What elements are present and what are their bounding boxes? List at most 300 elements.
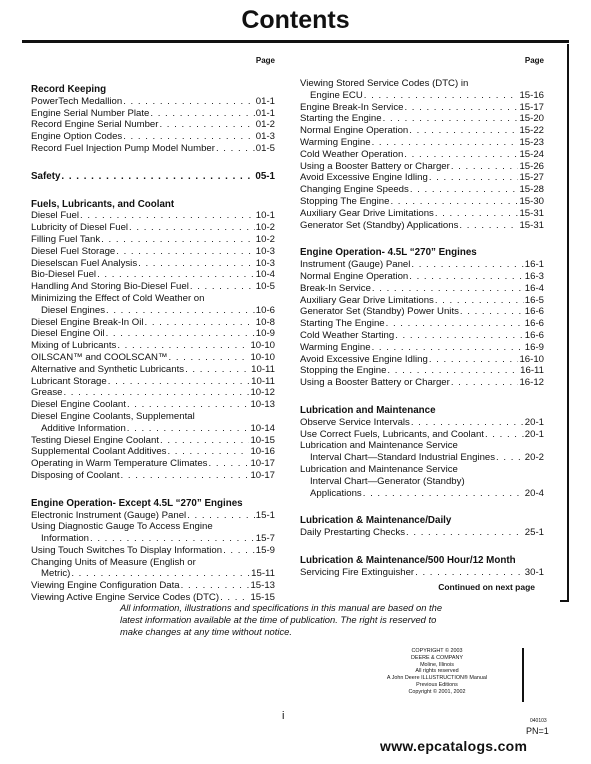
- toc-entry: [31, 222, 275, 234]
- toc-entry: [31, 470, 275, 482]
- toc-entry: [31, 258, 275, 270]
- page-ref: 10-1: [255, 210, 275, 222]
- entry-line: Changing Units of Measure (English or: [31, 556, 196, 568]
- toc-entry-row: [31, 510, 275, 522]
- toc-entry-row: [300, 208, 544, 220]
- dot-leader: [435, 208, 519, 220]
- entry-title: Lubricity of Diesel Fuel: [31, 222, 129, 234]
- frame-border-right: [567, 44, 569, 602]
- entry-title: Dieselscan Fuel Analysis: [31, 257, 138, 269]
- dot-leader: [387, 365, 519, 377]
- toc-entry-row: [31, 258, 275, 270]
- dot-leader: [460, 306, 524, 318]
- page-ref: 20-1: [524, 428, 544, 440]
- toc-entry: [300, 125, 544, 137]
- entry-line: Diesel Engine Coolants, Supplemental: [31, 410, 195, 422]
- toc-entry: [31, 340, 275, 352]
- page-ref: 15-24: [519, 148, 544, 160]
- dot-leader: [123, 131, 255, 143]
- entry-title: Testing Diesel Engine Coolant: [31, 434, 159, 446]
- dot-leader: [190, 281, 255, 293]
- toc-entry-row: [31, 269, 275, 281]
- page-ref: 15-13: [250, 580, 275, 592]
- page-ref: 10-3: [255, 257, 275, 269]
- toc-entry-row: [31, 470, 275, 482]
- toc-entry-row: [300, 161, 544, 173]
- entry-title: Normal Engine Operation: [300, 270, 409, 282]
- copyright-block: [356, 648, 518, 696]
- page-ref: 10-4: [255, 269, 275, 281]
- toc-entry: [300, 417, 544, 429]
- toc-entry-row: [31, 131, 275, 143]
- page-ref: 15-23: [519, 136, 544, 148]
- entry-title: Mixing of Lubricants: [31, 340, 117, 352]
- entry-title: Engine ECU: [310, 89, 363, 101]
- dot-leader: [127, 423, 250, 435]
- dot-leader: [106, 328, 255, 340]
- entry-line: Minimizing the Effect of Cold Weather on: [31, 292, 205, 304]
- toc-entry-row: [300, 342, 544, 354]
- toc-entry: [300, 377, 544, 389]
- entry-title: Disposing of Coolant: [31, 469, 120, 481]
- toc-entry: [31, 328, 275, 340]
- toc-entry: [300, 102, 544, 114]
- dot-leader: [117, 340, 249, 352]
- page-ref: 15-22: [519, 125, 544, 137]
- entry-title: Auxiliary Gear Drive Limitations: [300, 207, 434, 219]
- dot-leader: [429, 172, 519, 184]
- toc-entry: [300, 259, 544, 271]
- entry-title: Starting The Engine: [300, 318, 385, 330]
- toc-section-entry: [31, 171, 275, 183]
- copyright-line: All rights reserved: [415, 668, 459, 675]
- toc-entry: [31, 269, 275, 281]
- toc-entry-row: [300, 417, 544, 429]
- toc-entry-row: [300, 330, 544, 342]
- continued-note: Continued on next page: [438, 582, 535, 592]
- section-heading: Lubrication & Maintenance/Daily: [300, 515, 452, 527]
- page-ref: 16-9: [524, 341, 544, 353]
- toc-entry-row: [300, 259, 544, 271]
- dot-leader: [372, 283, 524, 295]
- page-ref: 16-1: [524, 259, 544, 271]
- toc-entry: [31, 281, 275, 293]
- page-roman-numeral: i: [282, 710, 285, 722]
- dot-leader: [123, 96, 255, 108]
- entry-title: Electronic Instrument (Gauge) Panel: [31, 509, 187, 521]
- toc-entry: [300, 567, 544, 579]
- page-ref: 05-1: [255, 170, 275, 182]
- entry-title: Starting the Engine: [300, 113, 382, 125]
- entry-title: Generator Set (Standby) Applications: [300, 219, 459, 231]
- toc-entry: [300, 149, 544, 161]
- page-ref: 30-1: [524, 566, 544, 578]
- entry-line: Lubrication and Maintenance Service: [300, 440, 458, 452]
- toc-entry: [300, 196, 544, 208]
- toc-entry-row: [300, 271, 544, 283]
- dot-leader: [415, 567, 524, 579]
- page-ref: 25-1: [524, 527, 544, 539]
- page-ref: 16-5: [524, 294, 544, 306]
- toc-entry: [300, 283, 544, 295]
- entry-title: Normal Engine Operation: [300, 125, 409, 137]
- toc-entry-row: [31, 399, 275, 411]
- toc-entry: [300, 161, 544, 173]
- page-ref: 10-10: [250, 340, 275, 352]
- toc-entry-row: [31, 423, 275, 435]
- entry-title: Generator Set (Standby) Power Units: [300, 306, 459, 318]
- entry-title: Alternative and Synthetic Lubricants: [31, 363, 185, 375]
- entry-title: Applications: [310, 487, 362, 499]
- dot-leader: [216, 143, 255, 155]
- toc-entry-row: [300, 306, 544, 318]
- entry-title: Using Touch Switches To Display Information: [31, 544, 223, 556]
- toc-entry: [31, 435, 275, 447]
- page-ref: 10-2: [255, 233, 275, 245]
- toc-entry: [31, 446, 275, 458]
- toc-entry-row: [31, 568, 275, 580]
- toc-entry-row: [31, 340, 275, 352]
- toc-entry-row: [31, 222, 275, 234]
- dot-leader: [372, 137, 519, 149]
- toc-entry: [300, 137, 544, 149]
- dot-leader: [101, 234, 255, 246]
- entry-title: Lubricant Storage: [31, 375, 107, 387]
- toc-entry-row: [300, 295, 544, 307]
- dot-leader: [485, 429, 524, 441]
- page-ref: 15-31: [519, 207, 544, 219]
- entry-title: Filling Fuel Tank: [31, 233, 101, 245]
- toc-entry: [300, 172, 544, 184]
- toc-entry-row: [300, 125, 544, 137]
- section-heading: Record Keeping: [31, 84, 107, 95]
- toc-entry: [300, 464, 544, 499]
- toc-entry-row: [300, 102, 544, 114]
- toc-entry: [31, 119, 275, 131]
- dot-leader: [390, 196, 518, 208]
- copyright-side-rule: [522, 648, 524, 702]
- copyright-line: A John Deere ILLUSTRUCTION® Manual: [386, 675, 488, 682]
- toc-entry-row: [31, 317, 275, 329]
- entry-title: Diesel Fuel: [31, 210, 79, 222]
- toc-entry-row: [31, 210, 275, 222]
- toc-entry-row: [31, 458, 275, 470]
- page-column-label: Page: [255, 56, 275, 65]
- dot-leader: [90, 533, 255, 545]
- toc-entry: [300, 365, 544, 377]
- dot-leader: [187, 510, 255, 522]
- entry-title: Changing Engine Speeds: [300, 184, 409, 196]
- toc-entry-row: [31, 376, 275, 388]
- toc-entry: [300, 429, 544, 441]
- dot-leader: [496, 452, 524, 464]
- entry-line: Using Diagnostic Gauge To Access Engine: [31, 521, 213, 533]
- page-ref: 16-10: [519, 353, 544, 365]
- page-ref: 15-30: [519, 195, 544, 207]
- dot-leader: [429, 354, 519, 366]
- toc-entry: [31, 317, 275, 329]
- toc-entry: [300, 113, 544, 125]
- entry-title: Engine Option Codes: [31, 131, 123, 143]
- entry-title: Viewing Active Engine Service Codes (DTC): [31, 592, 220, 604]
- toc-entry-row: [31, 281, 275, 293]
- copyright-line: COPYRIGHT © 2003: [411, 648, 463, 654]
- page-ref: 15-31: [519, 219, 544, 231]
- toc-entry-row: [300, 90, 544, 102]
- entry-line: Viewing Stored Service Codes (DTC) in: [300, 78, 469, 89]
- page-ref: 10-12: [250, 387, 275, 399]
- toc-entry-row: [31, 446, 275, 458]
- disclaimer-notice: All information, illustrations and specifications in this manual are based on the latest information available at the time of publication. The right is reserved to make changes at any time without notice.: [120, 602, 443, 637]
- toc-entry-row: [300, 377, 544, 389]
- toc-entry: [300, 220, 544, 232]
- toc-entry-row: [31, 435, 275, 447]
- page-ref: 16-3: [524, 270, 544, 282]
- toc-entry-row: [300, 365, 544, 377]
- toc-entry: [31, 387, 275, 399]
- copyright-line: Moline, Illinois: [420, 661, 454, 668]
- entry-title: Record Fuel Injection Pump Model Number: [31, 142, 215, 154]
- dot-leader: [160, 435, 249, 447]
- toc-right-column: [300, 56, 544, 578]
- section-heading: Fuels, Lubricants, and Coolant: [31, 198, 175, 210]
- toc-entry-row: [300, 283, 544, 295]
- toc-entry-row: [300, 488, 544, 500]
- toc-entry: [31, 143, 275, 155]
- page-ref: 10-6: [255, 304, 275, 316]
- dot-leader: [208, 458, 249, 470]
- toc-entry: [31, 352, 275, 364]
- toc-entry-row: [31, 387, 275, 399]
- entry-title: Instrument (Gauge) Panel: [300, 259, 411, 271]
- page-ref: 20-4: [524, 487, 544, 499]
- dot-leader: [169, 352, 250, 364]
- entry-title: Interval Chart—Standard Industrial Engines: [310, 452, 496, 464]
- toc-entry-row: [31, 580, 275, 592]
- entry-line: Lubrication and Maintenance Service: [300, 463, 458, 475]
- dot-leader: [406, 527, 524, 539]
- page-ref: 01-5: [255, 142, 275, 154]
- dot-leader: [71, 568, 250, 580]
- toc-entry: [31, 458, 275, 470]
- dot-leader: [138, 258, 255, 270]
- page-ref: 10-13: [250, 399, 275, 411]
- page-ref: 15-26: [519, 160, 544, 172]
- dot-leader: [80, 210, 255, 222]
- toc-entry: [31, 234, 275, 246]
- toc-entry: [31, 399, 275, 411]
- entry-title: Handling And Storing Bio-Diesel Fuel: [31, 281, 189, 293]
- toc-entry: [31, 210, 275, 222]
- toc-entry: [31, 376, 275, 388]
- entry-title: Engine Serial Number Plate: [31, 107, 150, 119]
- page-ref: 15-15: [250, 592, 275, 604]
- dot-leader: [383, 113, 519, 125]
- entry-title: Avoid Excessive Engine Idling: [300, 172, 428, 184]
- toc-entry-row: [31, 545, 275, 557]
- dot-leader: [395, 330, 524, 342]
- dot-leader: [121, 470, 250, 482]
- toc-entry-row: [300, 318, 544, 330]
- entry-title: Diesel Engine Oil: [31, 328, 105, 340]
- page-ref: 10-2: [255, 222, 275, 234]
- toc-entry-row: [31, 108, 275, 120]
- page-ref: 01-2: [255, 119, 275, 131]
- toc-entry-row: [300, 354, 544, 366]
- dot-leader: [459, 220, 518, 232]
- toc-left-column: [31, 56, 275, 604]
- toc-entry-row: [31, 352, 275, 364]
- dot-leader: [181, 580, 250, 592]
- page-ref: 10-14: [250, 422, 275, 434]
- entry-title: Viewing Engine Configuration Data: [31, 580, 180, 592]
- dot-leader: [451, 377, 519, 389]
- dot-leader: [108, 376, 250, 388]
- toc-entry: [31, 580, 275, 592]
- entry-title: Metric): [41, 568, 71, 580]
- entry-title: Break-In Service: [300, 282, 371, 294]
- page-ref: 15-28: [519, 184, 544, 196]
- dot-leader: [167, 446, 249, 458]
- entry-title: Warming Engine: [300, 136, 371, 148]
- entry-title: Warming Engine: [300, 341, 371, 353]
- dot-leader: [451, 161, 519, 173]
- toc-entry-row: [31, 246, 275, 258]
- page-ref: 15-1: [255, 509, 275, 521]
- page-number: PN=1: [526, 726, 549, 736]
- page-title: Contents: [241, 6, 350, 34]
- page-ref: 01-1: [255, 107, 275, 119]
- toc-entry: [300, 306, 544, 318]
- page-ref: 10-3: [255, 245, 275, 257]
- frame-border-bottom: [560, 600, 569, 602]
- dot-leader: [410, 184, 519, 196]
- dot-leader: [372, 342, 524, 354]
- toc-entry-row: [31, 533, 275, 545]
- page-ref: 10-11: [251, 375, 275, 387]
- dot-leader: [409, 271, 524, 283]
- page-ref: 10-17: [250, 458, 275, 470]
- dot-leader: [185, 364, 250, 376]
- page-ref: 20-2: [524, 452, 544, 464]
- entry-title: Diesel Engines: [41, 304, 105, 316]
- page-ref: 15-27: [519, 172, 544, 184]
- toc-entry: [300, 342, 544, 354]
- toc-entry: [31, 246, 275, 258]
- dot-leader: [150, 108, 254, 120]
- page-ref: 16-4: [524, 282, 544, 294]
- page-ref: 10-5: [255, 281, 275, 293]
- dot-leader: [409, 125, 518, 137]
- page-ref: 10-15: [250, 434, 275, 446]
- toc-entry: [31, 545, 275, 557]
- entry-title: Diesel Fuel Storage: [31, 245, 116, 257]
- page-ref: 16-12: [519, 377, 544, 389]
- page-ref: 16-6: [524, 306, 544, 318]
- page-ref: 01-1: [255, 95, 275, 107]
- page-column-label: Page: [524, 56, 544, 65]
- page-ref: 15-20: [519, 113, 544, 125]
- entry-title: Diesel Engine Coolant: [31, 399, 126, 411]
- page-ref: 16-6: [524, 329, 544, 341]
- dot-leader: [223, 545, 255, 557]
- page-ref: 15-9: [255, 544, 275, 556]
- dot-leader: [435, 295, 524, 307]
- toc-entry: [300, 271, 544, 283]
- dot-leader: [411, 259, 523, 271]
- entry-title: Auxiliary Gear Drive Limitations: [300, 294, 434, 306]
- section-heading: Safety: [31, 170, 61, 182]
- entry-title: PowerTech Medallion: [31, 95, 123, 107]
- section-heading: Engine Operation- 4.5L “270” Engines: [300, 247, 477, 259]
- entry-line: Interval Chart—Generator (Standby): [310, 475, 465, 487]
- dot-leader: [404, 102, 518, 114]
- entry-title: Cold Weather Operation: [300, 148, 404, 160]
- toc-entry: [31, 411, 275, 435]
- entry-title: Additive Information: [41, 422, 126, 434]
- entry-title: Stopping the Engine: [300, 365, 387, 377]
- dot-leader: [63, 387, 249, 399]
- entry-title: Daily Prestarting Checks: [300, 527, 406, 539]
- entry-title: Grease: [31, 387, 63, 399]
- page-ref: 01-3: [255, 131, 275, 143]
- toc-entry-row: [31, 234, 275, 246]
- dot-leader: [129, 222, 255, 234]
- entry-title: Diesel Engine Break-In Oil: [31, 316, 144, 328]
- entry-title: Operating in Warm Temperature Climates: [31, 458, 208, 470]
- dot-leader: [61, 171, 254, 183]
- toc-entry: [31, 96, 275, 108]
- toc-entry-row: [300, 196, 544, 208]
- page-ref: 16-6: [524, 318, 544, 330]
- toc-entry: [31, 364, 275, 376]
- entry-title: Stopping The Engine: [300, 195, 390, 207]
- toc-entry-row: [300, 220, 544, 232]
- toc-entry-row: [300, 149, 544, 161]
- watermark-url: www.epcatalogs.com: [380, 738, 528, 754]
- page-ref: 10-8: [255, 316, 275, 328]
- toc-entry-row: [300, 452, 544, 464]
- toc-entry: [300, 184, 544, 196]
- toc-entry-row: [31, 305, 275, 317]
- toc-entry-row: [31, 119, 275, 131]
- entry-title: Observe Service Intervals: [300, 416, 410, 428]
- page-ref: 10-17: [250, 469, 275, 481]
- page-ref: 20-1: [524, 416, 544, 428]
- page-ref: 15-16: [519, 89, 544, 101]
- dot-leader: [386, 318, 524, 330]
- dot-leader: [127, 399, 250, 411]
- copyright-line: Previous Editions: [416, 681, 458, 688]
- section-heading: Lubrication and Maintenance: [300, 404, 436, 416]
- page-ref: 10-16: [250, 446, 275, 458]
- toc-entry-row: [31, 143, 275, 155]
- toc-entry: [300, 527, 544, 539]
- entry-title: Record Engine Serial Number: [31, 119, 159, 131]
- toc-entry-row: [31, 364, 275, 376]
- toc-entry-row: [300, 172, 544, 184]
- page-ref: 15-17: [519, 101, 544, 113]
- dot-leader: [364, 90, 519, 102]
- toc-entry-row: [300, 113, 544, 125]
- document-code: 040103: [530, 718, 547, 724]
- dot-leader: [116, 246, 255, 258]
- toc-entry: [300, 208, 544, 220]
- entry-title: Use Correct Fuels, Lubricants, and Coolant: [300, 428, 484, 440]
- section-heading: Engine Operation- Except 4.5L “270” Engines: [31, 497, 243, 509]
- toc-entry: [31, 557, 275, 581]
- toc-entry: [300, 318, 544, 330]
